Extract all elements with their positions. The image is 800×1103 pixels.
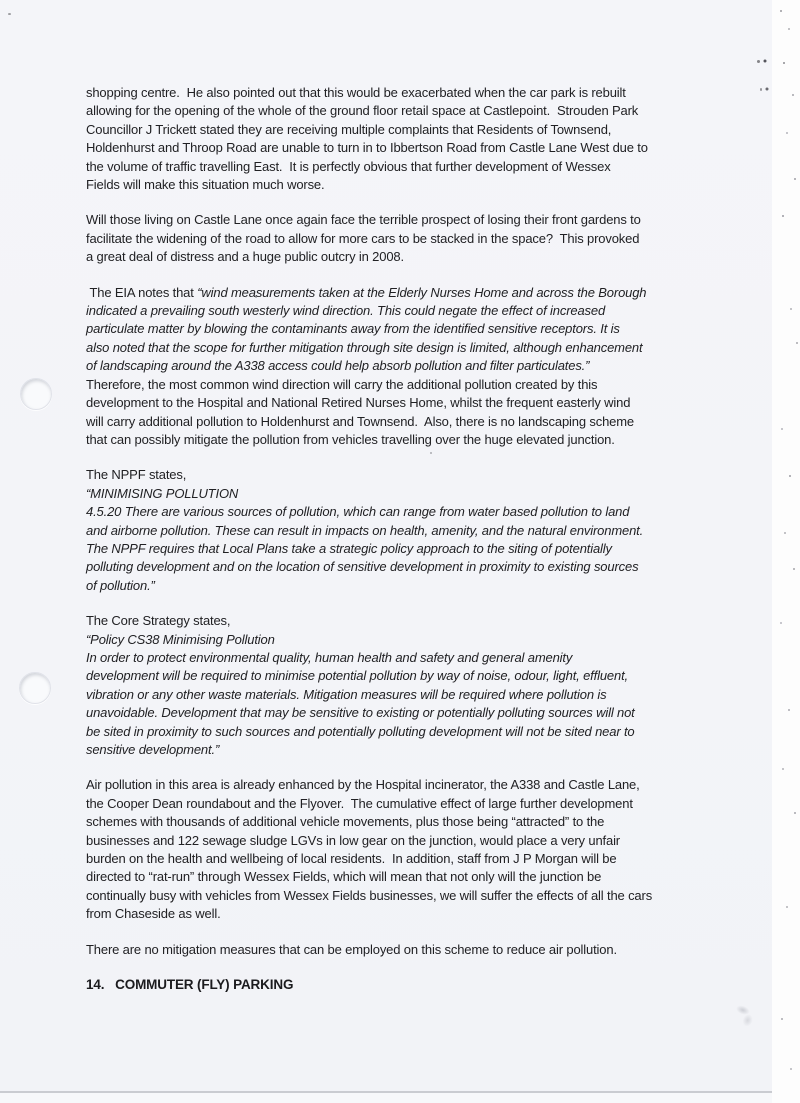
text-line: “MINIMISING POLLUTION	[86, 485, 239, 501]
text-line: particulate matter by blowing the contaminants away from the identified sensitive receptors. It is	[86, 321, 620, 337]
text-line: businesses and 122 sewage sludge LGVs in low gear on the junction, would place a very unfair	[86, 832, 620, 848]
text-line: polluting development and on the location of sensitive development in proximity to existing sources	[86, 559, 639, 575]
punch-hole	[20, 378, 52, 410]
text-line: There are no mitigation measures that can be employed on this scheme to reduce air pollution.	[86, 941, 617, 957]
text-line: The EIA notes that “wind measurements taken at the Elderly Nurses Home and across the Borough	[86, 284, 647, 300]
text-line: vibration or any other waste materials. Mitigation measures will be required where pollution is	[86, 686, 607, 702]
text-line: The Core Strategy states,	[86, 613, 231, 629]
text-line: development to the Hospital and National Retired Nurses Home, whilst the frequent easterly wind	[86, 395, 631, 411]
heading-commuter-fly-parking	[86, 976, 766, 994]
text-line: the volume of traffic travelling East. It is perfectly obvious that further development of Wessex	[86, 158, 611, 174]
text-line: Fields will make this situation much worse.	[86, 177, 325, 193]
text-line: The NPPF requires that Local Plans take a strategic policy approach to the siting of potentially	[86, 540, 612, 556]
text-line: development will be required to minimise potential pollution by way of noise, odour, light, effluent,	[86, 668, 629, 684]
text-line: Councillor J Trickett stated they are receiving multiple complaints that Residents of Townsend,	[86, 121, 612, 137]
text-line: Will those living on Castle Lane once again face the terrible prospect of losing their front gardens to	[86, 212, 641, 228]
text-line: also noted that the scope for further mitigation through site design is limited, although enhancement	[86, 339, 643, 355]
text-line: schemes with thousands of additional vehicle movements, plus those being “attracted” to the	[86, 814, 605, 830]
text-line: indicated a prevailing south westerly wind direction. This could negate the effect of increased	[86, 303, 606, 319]
text-line: Therefore, the most common wind direction will carry the additional pollution created by this	[86, 376, 598, 392]
text-line: Air pollution in this area is already enhanced by the Hospital incinerator, the A338 and Castle Lane,	[86, 777, 640, 793]
text-line: “Policy CS38 Minimising Pollution	[86, 631, 275, 647]
para-nppf-minimising-pollution	[86, 466, 766, 595]
text-line: and airborne pollution. These can result in impacts on health, amenity, and the natural environment.	[86, 522, 644, 538]
text-line: The NPPF states,	[86, 467, 187, 483]
text-line: continually busy with vehicles from Wessex Fields businesses, we will suffer the effects of all the cars	[86, 887, 653, 903]
para-castle-lane-gardens	[86, 211, 766, 266]
text-line: will carry additional pollution to Holdenhurst and Townsend. Also, there is no landscaping scheme	[86, 413, 635, 429]
para-core-strategy-cs38	[86, 612, 766, 759]
scanner-dust-speckles	[780, 10, 782, 12]
para-air-pollution-cumulative	[86, 776, 766, 923]
text-line: Holdenhurst and Throop Road are unable to turn in to Ibbertson Road from Castle Lane West due to	[86, 140, 648, 156]
para-eia-wind-pollution	[86, 284, 766, 450]
text-line: burden on the health and wellbeing of local residents. In addition, staff from J P Morgan will be	[86, 851, 617, 867]
para-castlepoint-traffic	[86, 84, 766, 194]
text-line: directed to “rat-run” through Wessex Fields, which will mean that not only will the junction be	[86, 869, 602, 885]
punch-hole	[19, 672, 51, 704]
text-line: 4.5.20 There are various sources of pollution, which can range from water based pollution to land	[86, 504, 630, 520]
text-line: of landscaping around the A338 access could help absorb pollution and filter particulates.”	[86, 358, 590, 374]
scan-speck	[757, 60, 760, 63]
text-line: of pollution.”	[86, 577, 155, 593]
text-line: be sited in proximity to such sources and potentially polluting development will not be sited near to	[86, 723, 635, 739]
text-line: shopping centre. He also pointed out that this would be exacerbated when the car park is rebuilt	[86, 85, 626, 100]
text-line: the Cooper Dean roundabout and the Flyover. The cumulative effect of large further development	[86, 795, 633, 811]
scan-speck	[8, 13, 11, 15]
text-line: 14. COMMUTER (FLY) PARKING	[86, 977, 294, 993]
text-line: from Chaseside as well.	[86, 906, 221, 922]
text-line: In order to protect environmental quality, human health and safety and general amenity	[86, 649, 573, 665]
text-line: sensitive development.”	[86, 742, 220, 757]
paper-bottom-edge	[0, 1091, 772, 1103]
text-line: a great deal of distress and a huge public outcry in 2008.	[86, 249, 404, 265]
scanner-margin	[772, 0, 800, 1101]
text-line: allowing for the opening of the whole of the ground floor retail space at Castlepoint. Strouden Park	[86, 103, 639, 119]
text-line: facilitate the widening of the road to allow for more cars to be stacked in the space? This provoked	[86, 230, 640, 246]
para-no-mitigation	[86, 941, 766, 959]
text-column	[86, 84, 766, 1011]
text-line: unavoidable. Development that may be sensitive to existing or potentially polluting sources will not	[86, 705, 635, 721]
text-line: that can possibly mitigate the pollution from vehicles travelling over the huge elevated junction.	[86, 431, 615, 447]
